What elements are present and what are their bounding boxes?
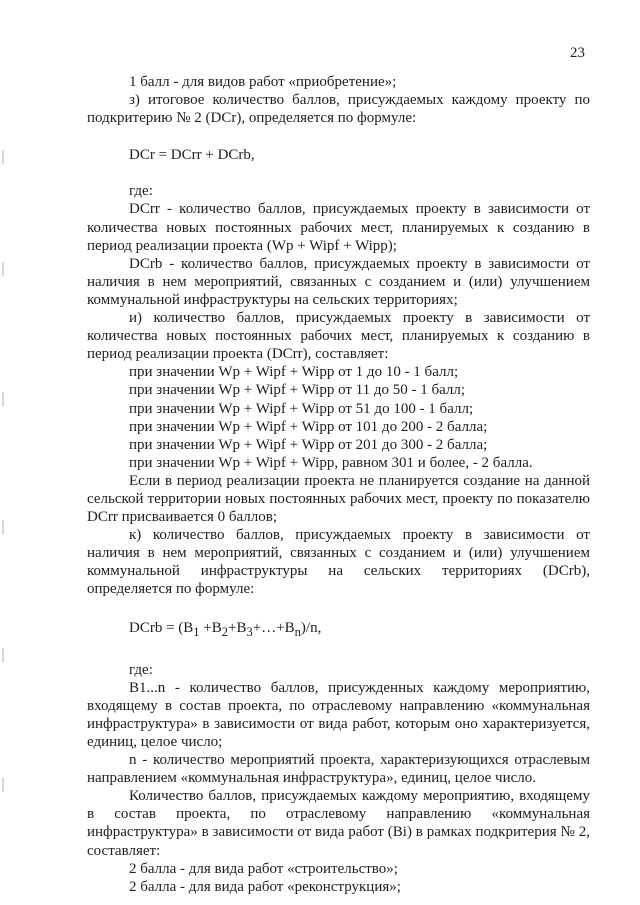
paragraph: 2 балла - для вида работ «реконструкция»; (129, 878, 401, 895)
document-body (87, 73, 590, 896)
paragraph: где: (129, 661, 153, 678)
list-item: при значении Wp + Wipf + Wipp от 1 до 10 - 1 балл; (129, 364, 459, 381)
paragraph: к) количество баллов, присуждаемых проекту в зависимости от наличия в нем мероприятий, связанных с созданием и (или) улучшением коммунальной инфраструктуры на сельских территориях (DCrb), определяется по формуле: (87, 527, 590, 598)
paragraph: Если в период реализации проекта не планируется создание на данной сельской территории новых постоянных рабочих мест, проекту по показателю DCrr присваивается 0 баллов; (87, 472, 590, 526)
paragraph: и) количество баллов, присуждаемых проекту в зависимости от количества новых постоянных рабочих мест, планируемых к созданию в период реализации проекта (DCrr), составляет: (87, 310, 590, 363)
paragraph: з) итоговое количество баллов, присуждаемых каждому проекту по подкритерию № 2 (DCr), определяется по формуле: (87, 92, 590, 127)
paragraph: где: (129, 183, 153, 200)
paragraph: 1 балл - для видов работ «приобретение»; (129, 74, 397, 90)
paragraph: 2 балла - для вида работ «строительство»; (129, 860, 398, 877)
list-item: при значении Wp + Wipf + Wipp от 101 до 200 - 2 балла; (129, 418, 488, 435)
page-number: 23 (570, 45, 585, 61)
paragraph: DCrr - количество баллов, присуждаемых проекту в зависимости от количества новых постоянных рабочих мест, планируемых к созданию в период реализации проекта (Wp + Wipf + Wipp); (87, 201, 590, 254)
list-item: при значении Wp + Wipf + Wipp, равном 301 и более, - 2 балла. (129, 454, 533, 471)
paragraph: n - количество мероприятий проекта, характеризующихся отраслевым направлением «коммунальная инфраструктура», единиц, целое число. (87, 752, 590, 787)
formula-dcr: DCr = DCrr + DCrb, (129, 147, 255, 164)
margin-scan-marks (0, 0, 6, 905)
list-item: при значении Wp + Wipf + Wipp от 11 до 50 - 1 балл; (129, 382, 466, 399)
list-item: при значении Wp + Wipf + Wipp от 51 до 100 - 1 балл; (129, 400, 474, 417)
paragraph: Количество баллов, присуждаемых каждому мероприятию, входящему в состав проекта, по отраслевому направлению «коммунальная инфраструктура» в зависимости от вида работ (Bi) в рамках подкритерия № 2, составляет: (87, 788, 590, 859)
list-item: при значении Wp + Wipf + Wipp от 201 до 300 - 2 балла; (129, 436, 488, 453)
paragraph: DCrb - количество баллов, присуждаемых проекту в зависимости от наличия в нем мероприятий, связанных с созданием и (или) улучшением коммунальной инфраструктуры на сельских территориях; (87, 255, 590, 308)
formula-dcrb: DCrb = ($B_1$ $+B_2+B_3+\dots+B_n)/n$, (129, 619, 322, 639)
paragraph: B1...n - количество баллов, присужденных каждому мероприятию, входящему в состав проекта, по отраслевому направлению «коммунальная инфраструктура» в зависимости от вида работ, которым оно характеризуется, единиц, целое число; (87, 679, 590, 750)
